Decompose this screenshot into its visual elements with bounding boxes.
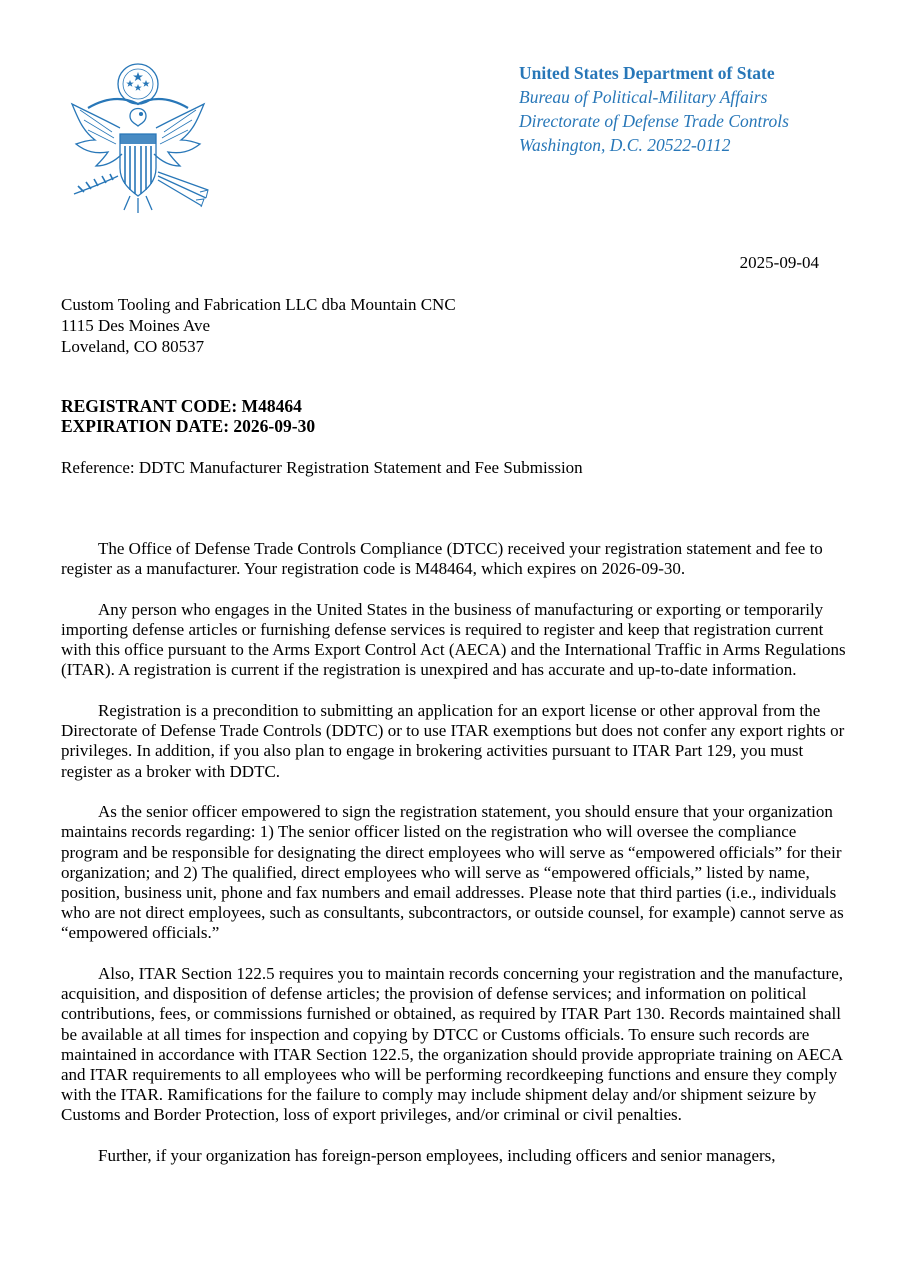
letter-body — [61, 539, 851, 1187]
body-paragraph-4: As the senior officer empowered to sign the registration statement, you should ensure that your organization maintains records regarding: 1) The senior officer listed on the registration who will oversee the compliance program and be responsible for designating the direct employees who will serve as “empowered officials” for their organization; and 2) The qualified, direct employees who will serve as “empowered officials,” listed by name, position, business unit, phone and fax numbers and email addresses. Please note that third parties (i.e., individuals who are not direct employees, such as consultants, subcontractors, or outside counsel, for example) cannot serve as “empowered officials.” — [61, 802, 844, 943]
expiration-date: EXPIRATION DATE: 2026-09-30 — [61, 416, 316, 436]
bureau-name: Bureau of Political-Military Affairs — [519, 87, 768, 107]
letter-date: 2025-09-04 — [739, 253, 819, 272]
directorate-name: Directorate of Defense Trade Controls — [519, 111, 789, 131]
body-paragraph-6: Further, if your organization has foreign-person employees, including officers and senior managers, — [98, 1146, 776, 1166]
department-name: United States Department of State — [519, 63, 775, 83]
body-paragraph-3: Registration is a precondition to submitting an application for an export license or other approval from the Directorate of Defense Trade Controls (DDTC) or to use ITAR exemptions but does not confer any export rights or privileges. In addition, if you also plan to engage in brokering activities pursuant to ITAR Part 129, you must register as a broker with DDTC. — [61, 701, 845, 781]
address-line-3: Loveland, CO 80537 — [61, 337, 205, 356]
reference-line: Reference: DDTC Manufacturer Registration Statement and Fee Submission — [61, 458, 583, 477]
agency-location: Washington, D.C. 20522-0112 — [519, 135, 731, 155]
body-paragraph-2: Any person who engages in the United States in the business of manufacturing or exporting or temporarily importing defense articles or furnishing defense services is required to register and keep that registration current with this office pursuant to the Arms Export Control Act (AECA) and the International Traffic in Arms Regulations (ITAR). A registration is current if the registration is unexpired and has accurate and up-to-date information. — [61, 599, 846, 680]
address-line-1: Custom Tooling and Fabrication LLC dba Mountain CNC — [61, 295, 456, 314]
body-paragraph-1: The Office of Defense Trade Controls Compliance (DTCC) received your registration statement and fee to register as a manufacturer. Your registration code is M48464, which expires on 2026-09-30. — [61, 539, 823, 579]
registration-codes — [61, 396, 315, 436]
recipient-address — [61, 294, 456, 357]
body-paragraph-5: Also, ITAR Section 122.5 requires you to maintain records concerning your registration and the manufacture, acquisition, and disposition of defense articles; the provision of defense services; and information on political contributions, fees, or commissions furnished or obtained, as required by ITAR Part 130. Records maintained shall be available at all times for inspection and copying by DTCC or Customs officials. To ensure such records are maintained in accordance with ITAR Section 122.5, the organization should provide appropriate training on AECA and ITAR requirements to all employees who will be performing recordkeeping functions and ensure they comply with the ITAR. Ramifications for the failure to comply may include shipment delay and/or shipment seizure by Customs and Border Protection, loss of export privileges, and/or criminal or civil penalties. — [61, 964, 844, 1125]
department-seal-icon — [60, 58, 216, 214]
address-line-2: 1115 Des Moines Ave — [61, 316, 211, 335]
registrant-code: REGISTRANT CODE: M48464 — [61, 396, 302, 416]
agency-letterhead — [519, 61, 789, 157]
